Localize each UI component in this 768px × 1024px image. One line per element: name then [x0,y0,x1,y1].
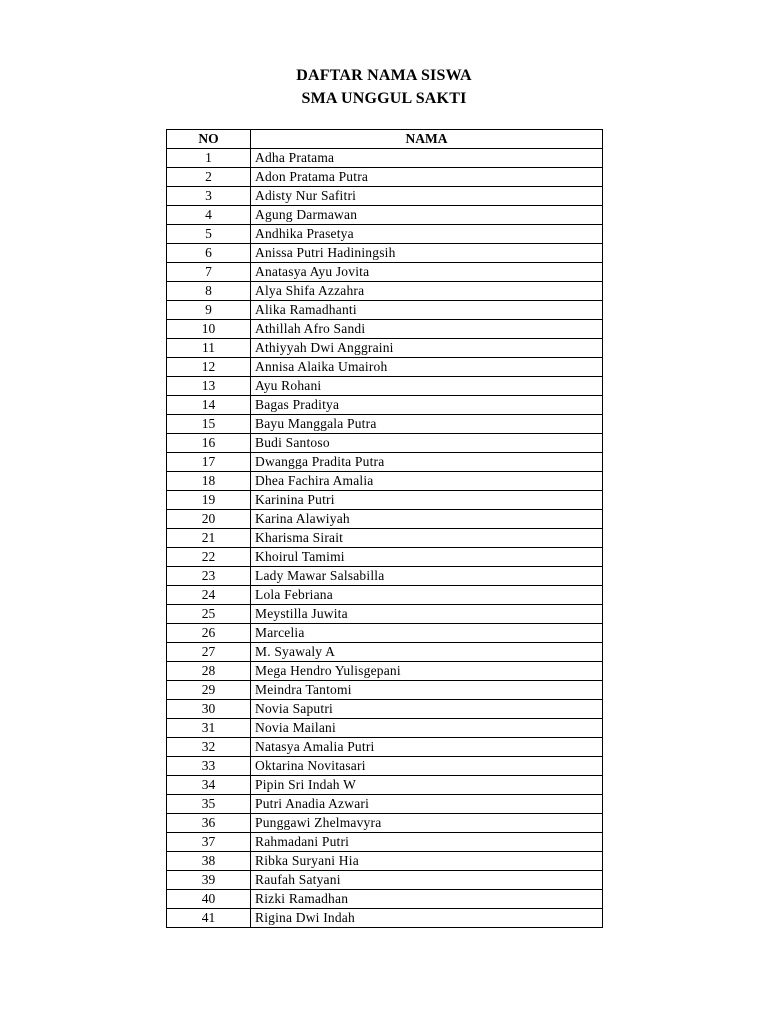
row-number-cell: 20 [167,510,251,529]
student-name-cell: Lola Febriana [251,586,603,605]
row-number-cell: 33 [167,757,251,776]
student-name-cell: Agung Darmawan [251,206,603,225]
row-number-cell: 15 [167,415,251,434]
table-row [167,833,603,852]
table-row [167,890,603,909]
table-row [167,187,603,206]
table-row [167,643,603,662]
student-name-cell: Novia Saputri [251,700,603,719]
table-row [167,415,603,434]
table-row [167,453,603,472]
row-number-cell: 29 [167,681,251,700]
table-row [167,472,603,491]
table-row [167,149,603,168]
table-row [167,491,603,510]
school-name: SMA UNGGUL SAKTI [301,90,467,107]
row-number-cell: 36 [167,814,251,833]
row-number-cell: 1 [167,149,251,168]
row-number-cell: 16 [167,434,251,453]
table-row [167,548,603,567]
row-number-cell: 28 [167,662,251,681]
student-name-cell: Karinina Putri [251,491,603,510]
student-name-cell: Rigina Dwi Indah [251,909,603,928]
row-number-cell: 13 [167,377,251,396]
row-number-cell: 31 [167,719,251,738]
student-name-cell: Oktarina Novitasari [251,757,603,776]
student-name-cell: Adha Pratama [251,149,603,168]
document-title: DAFTAR NAMA SISWA [296,67,472,84]
student-name-cell: Alika Ramadhanti [251,301,603,320]
row-number-cell: 8 [167,282,251,301]
student-name-cell: Dwangga Pradita Putra [251,453,603,472]
row-number-cell: 18 [167,472,251,491]
row-number-cell: 10 [167,320,251,339]
row-number-cell: 39 [167,871,251,890]
row-number-cell: 14 [167,396,251,415]
row-number-cell: 22 [167,548,251,567]
row-number-cell: 38 [167,852,251,871]
table-row [167,586,603,605]
row-number-cell: 41 [167,909,251,928]
student-name-cell: Dhea Fachira Amalia [251,472,603,491]
table-row [167,624,603,643]
student-name-cell: Karina Alawiyah [251,510,603,529]
row-number-cell: 25 [167,605,251,624]
student-name-cell: Kharisma Sirait [251,529,603,548]
row-number-cell: 34 [167,776,251,795]
row-number-cell: 5 [167,225,251,244]
student-name-cell: Mega Hendro Yulisgepani [251,662,603,681]
table-row [167,871,603,890]
table-row [167,206,603,225]
table-row [167,529,603,548]
student-name-cell: Raufah Satyani [251,871,603,890]
row-number-cell: 12 [167,358,251,377]
student-name-cell: Anatasya Ayu Jovita [251,263,603,282]
row-number-cell: 17 [167,453,251,472]
column-header-name: NAMA [251,130,603,149]
student-name-cell: Bayu Manggala Putra [251,415,603,434]
student-name-cell: Novia Mailani [251,719,603,738]
table-row [167,244,603,263]
row-number-cell: 35 [167,795,251,814]
student-name-cell: Adon Pratama Putra [251,168,603,187]
table-row [167,510,603,529]
row-number-cell: 19 [167,491,251,510]
student-name-cell: Athiyyah Dwi Anggraini [251,339,603,358]
student-name-cell: Marcelia [251,624,603,643]
row-number-cell: 6 [167,244,251,263]
student-name-cell: Ribka Suryani Hia [251,852,603,871]
student-name-cell: Khoirul Tamimi [251,548,603,567]
table-body [167,149,603,928]
table-row [167,358,603,377]
table-row [167,776,603,795]
student-name-cell: Rahmadani Putri [251,833,603,852]
row-number-cell: 32 [167,738,251,757]
row-number-cell: 30 [167,700,251,719]
table-row [167,434,603,453]
table-row [167,814,603,833]
student-name-cell: Punggawi Zhelmavyra [251,814,603,833]
student-name-cell: Bagas Praditya [251,396,603,415]
column-header-no: NO [167,130,251,149]
student-name-cell: M. Syawaly A [251,643,603,662]
row-number-cell: 21 [167,529,251,548]
student-name-cell: Lady Mawar Salsabilla [251,567,603,586]
student-name-cell: Budi Santoso [251,434,603,453]
table-row [167,719,603,738]
table-row [167,757,603,776]
table-header-row [167,130,603,149]
table-row [167,681,603,700]
row-number-cell: 23 [167,567,251,586]
table-row [167,168,603,187]
table-row [167,738,603,757]
row-number-cell: 4 [167,206,251,225]
student-name-cell: Rizki Ramadhan [251,890,603,909]
table-row [167,662,603,681]
table-row [167,320,603,339]
student-name-cell: Alya Shifa Azzahra [251,282,603,301]
row-number-cell: 11 [167,339,251,358]
student-name-cell: Meystilla Juwita [251,605,603,624]
student-name-cell: Adisty Nur Safitri [251,187,603,206]
student-name-cell: Annisa Alaika Umairoh [251,358,603,377]
table-row [167,282,603,301]
row-number-cell: 40 [167,890,251,909]
table-row [167,301,603,320]
student-name-cell: Anissa Putri Hadiningsih [251,244,603,263]
row-number-cell: 27 [167,643,251,662]
table-row [167,567,603,586]
student-name-cell: Athillah Afro Sandi [251,320,603,339]
student-name-cell: Pipin Sri Indah W [251,776,603,795]
row-number-cell: 26 [167,624,251,643]
row-number-cell: 7 [167,263,251,282]
row-number-cell: 37 [167,833,251,852]
student-name-cell: Andhika Prasetya [251,225,603,244]
table-row [167,396,603,415]
table-row [167,852,603,871]
table-row [167,605,603,624]
row-number-cell: 9 [167,301,251,320]
table-row [167,339,603,358]
table-row [167,263,603,282]
table-row [167,795,603,814]
table-row [167,225,603,244]
student-name-cell: Ayu Rohani [251,377,603,396]
table-row [167,700,603,719]
table-row [167,909,603,928]
student-name-cell: Putri Anadia Azwari [251,795,603,814]
row-number-cell: 3 [167,187,251,206]
student-name-cell: Natasya Amalia Putri [251,738,603,757]
row-number-cell: 2 [167,168,251,187]
student-list-table [166,129,603,928]
table-row [167,377,603,396]
row-number-cell: 24 [167,586,251,605]
student-name-cell: Meindra Tantomi [251,681,603,700]
